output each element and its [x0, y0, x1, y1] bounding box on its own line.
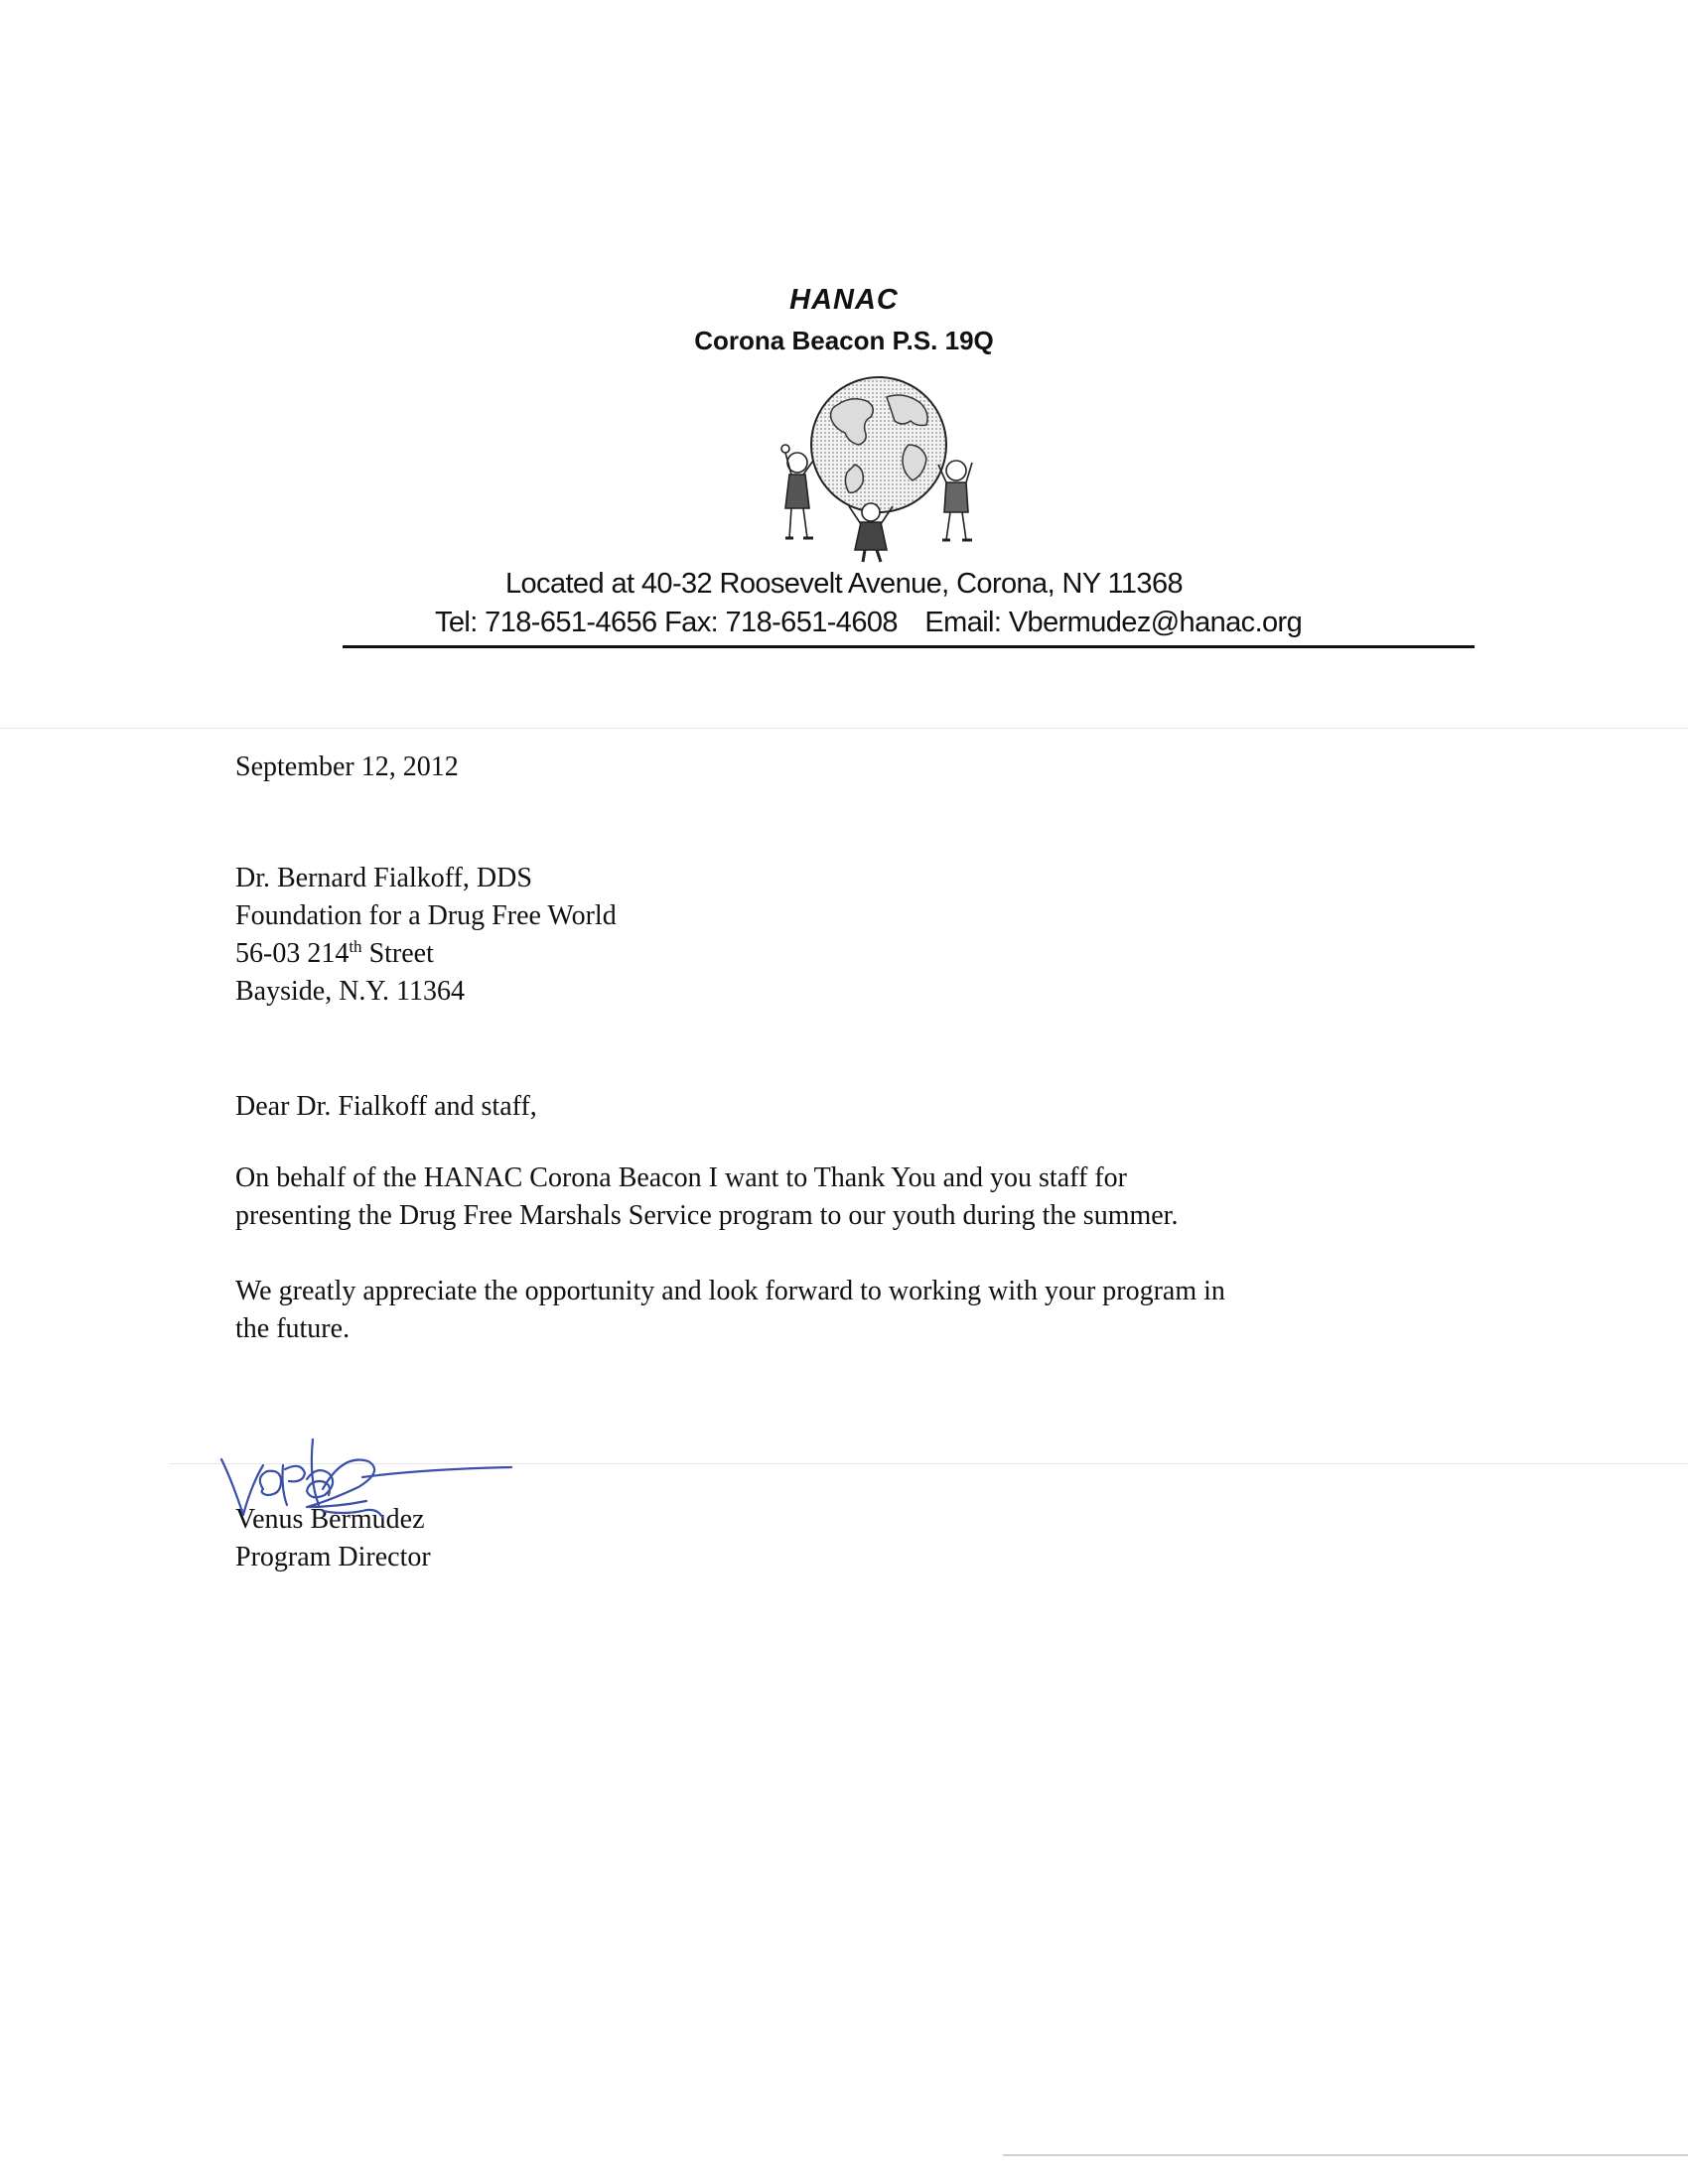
handwritten-signature-icon — [213, 1420, 531, 1549]
paragraph-line: On behalf of the HANAC Corona Beacon I want to Thank You and you staff for — [235, 1162, 1127, 1193]
recipient-street: 56-03 214th Street — [235, 937, 434, 969]
signer-name: Venus Bermudez — [235, 1504, 425, 1535]
letterhead-contact — [435, 607, 1302, 639]
letter-date: September 12, 2012 — [235, 751, 459, 782]
letter-greeting: Dear Dr. Fialkoff and staff, — [235, 1091, 537, 1122]
letter-paragraph-2 — [235, 1273, 1467, 1348]
email-text: Email: Vbermudez@hanac.org — [924, 607, 1303, 638]
letter-paragraph-1 — [235, 1160, 1467, 1235]
globe-with-children-icon — [760, 375, 998, 564]
paragraph-line: presenting the Drug Free Marshals Service program to our youth during the summer. — [235, 1200, 1179, 1231]
org-name: HANAC — [789, 284, 899, 316]
letterhead-address: Located at 40-32 Roosevelt Avenue, Corona, NY 11368 — [504, 568, 1184, 600]
paragraph-line: We greatly appreciate the opportunity and look forward to working with your program in — [235, 1276, 1225, 1306]
recipient-name: Dr. Bernard Fialkoff, DDS — [235, 863, 532, 893]
org-subtitle: Corona Beacon P.S. 19Q — [694, 326, 994, 355]
recipient-city: Bayside, N.Y. 11364 — [235, 976, 465, 1007]
scan-artifact — [0, 728, 1688, 729]
fax-text: Fax: 718-651-4608 — [664, 607, 898, 638]
recipient-organization: Foundation for a Drug Free World — [235, 900, 617, 931]
letterhead-rule — [343, 645, 1475, 648]
scan-artifact — [1003, 2154, 1688, 2156]
paragraph-line: the future. — [235, 1313, 351, 1344]
tel-text: Tel: 718-651-4656 — [435, 607, 657, 638]
signer-title: Program Director — [235, 1542, 431, 1572]
recipient-address — [235, 860, 617, 1011]
